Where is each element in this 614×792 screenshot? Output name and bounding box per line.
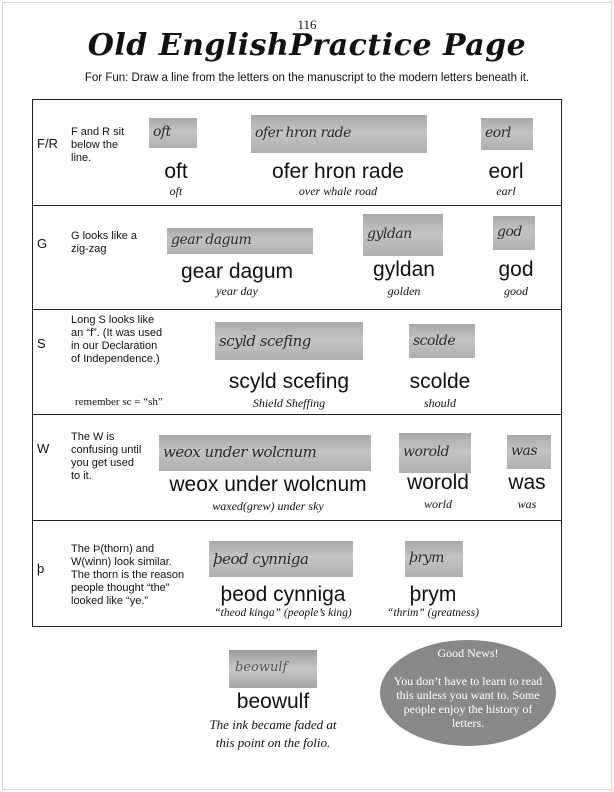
modern-word-beowulf: beowulf [236, 690, 310, 713]
row-w [33, 415, 561, 521]
gloss: waxed(grew) under sky [212, 499, 324, 513]
row-label: W [37, 441, 50, 456]
row-note: Long S looks like an “f”. (It was used in our Declaration of Independence.) [71, 314, 163, 365]
instructions: For Fun: Draw a line from the letters on the manuscript to the modern letters beneath it. [84, 72, 530, 84]
beowulf-note: The ink became faded at this point on the folio. [209, 717, 337, 750]
row-label: F/R [37, 136, 58, 151]
modern-word: þrym [409, 583, 457, 606]
bubble-body: You don’t have to learn to read this unless you want to. Some people enjoy the history of letters. [393, 674, 543, 730]
gloss: world [423, 497, 452, 511]
modern-word: worold [407, 471, 469, 494]
manuscript-image: was [507, 435, 551, 469]
gloss: “theod kinga” (people’s king) [214, 607, 352, 619]
gloss: Shield Sheffing [252, 396, 326, 410]
manuscript-image: ofer hron rade [251, 115, 427, 153]
manuscript-image: god [493, 216, 535, 250]
modern-word: oft [164, 160, 188, 183]
manuscript-image: gyldan [363, 214, 443, 256]
modern-word: gyldan [373, 258, 435, 281]
modern-word: scyld scefing [228, 370, 350, 393]
row-note: The Þ(thorn) and W(winn) look similar. The thorn is the reason people thought “the” looked like “ye.” [71, 543, 185, 607]
manuscript-image: worold [399, 433, 471, 473]
row-note: F and R sit below the line. [71, 126, 125, 164]
row-g [33, 206, 561, 310]
row-label: S [37, 336, 46, 351]
row-thorn [33, 521, 561, 628]
modern-word: þeod cynniga [220, 583, 346, 606]
modern-word: weox under wolcnum [169, 473, 367, 496]
manuscript-image-beowulf: beowulf [229, 650, 317, 688]
row-note: The W is confusing until you get used to it. [71, 431, 142, 482]
row-s [33, 310, 561, 415]
manuscript-image: gear dagum [167, 228, 313, 254]
gloss: “thrim” (greatness) [387, 607, 479, 619]
good-news-bubble [380, 640, 556, 746]
manuscript-image: scolde [409, 324, 475, 358]
manuscript-image: weox under wolcnum [159, 435, 371, 471]
page-number: 116 [297, 17, 317, 32]
modern-word: god [498, 258, 534, 281]
practice-table [32, 99, 562, 627]
modern-word: eorl [488, 160, 524, 183]
gloss: good [504, 284, 528, 298]
row-f-r [33, 100, 561, 206]
manuscript-image: eorl [481, 118, 533, 150]
row-label: G [37, 236, 48, 251]
modern-word: ofer hron rade [272, 160, 404, 183]
manuscript-image: scyld scefing [215, 322, 363, 360]
row-note: G looks like a zig-zag [71, 230, 138, 255]
modern-word: was [508, 471, 546, 494]
gloss: should [423, 396, 456, 410]
gloss: was [517, 497, 537, 511]
gloss: earl [496, 184, 516, 198]
gloss: oft [169, 184, 183, 198]
row-label: þ [37, 561, 45, 576]
page-title: Old EnglishPractice Page [87, 28, 527, 63]
modern-word: gear dagum [180, 260, 294, 283]
row-note-secondary: remember sc = “sh” [75, 396, 163, 408]
gloss: golden [387, 284, 421, 298]
bubble-heading: Good News! [437, 646, 499, 660]
manuscript-image: þeod cynniga [209, 541, 353, 577]
manuscript-image: þrym [405, 541, 463, 577]
modern-word: scolde [409, 370, 471, 393]
manuscript-image: oft [149, 118, 197, 148]
gloss: over whale road [298, 184, 378, 198]
gloss: year day [216, 284, 258, 298]
